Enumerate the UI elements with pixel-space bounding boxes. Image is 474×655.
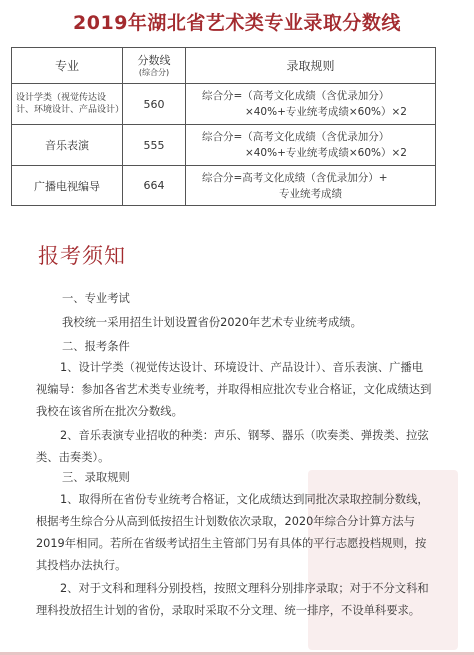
score-header-main: 分数线	[137, 53, 171, 67]
score-header-sub: (综合分)	[138, 67, 170, 77]
rule-cell	[186, 166, 436, 206]
major-cell: 音乐表演	[12, 125, 123, 166]
table-row	[12, 166, 436, 206]
rule-line: ×40%+专业统考成绩×60%）×2	[244, 147, 407, 159]
rule-line: 综合分=（高考文化成绩（含优录加分）	[202, 90, 390, 102]
major-cell: 设计学类（视觉传达设计、环境设计、产品设计）	[12, 84, 123, 125]
table-header-row	[12, 48, 436, 84]
rule-cell	[186, 84, 436, 125]
heading-exam: 一、专业考试	[62, 292, 130, 305]
table-row	[12, 84, 436, 125]
heading-rules: 三、录取规则	[62, 471, 130, 484]
score-cell: 664	[123, 166, 186, 206]
rule-line: 专业统考成绩	[279, 187, 342, 200]
score-cell: 560	[123, 84, 186, 125]
rule-cell	[186, 125, 436, 166]
rule-line: ×40%+专业统考成绩×60%）×2	[244, 106, 407, 118]
major-header: 专业	[12, 48, 123, 84]
rule-line: 综合分=高考文化成绩（含优录加分）+	[202, 171, 388, 184]
score-header	[123, 48, 186, 84]
paragraph-conditions-2: 2、音乐表演专业招收的种类：声乐、钢琴、器乐（吹奏类、弹拨类、拉弦类、击奏类）。	[36, 429, 429, 464]
rule-line: 综合分=（高考文化成绩（含优录加分）	[202, 131, 390, 143]
score-cell: 555	[123, 125, 186, 166]
rule-header: 录取规则	[186, 48, 436, 84]
paragraph-rules-2: 2、对于文科和理科分别投档，按照文理科分别排序录取；对于不分文科和理科投放招生计划的省份，录取时采取不分文理、统一排序，不设单科要求。	[36, 582, 429, 617]
table-row	[12, 125, 436, 166]
heading-conditions: 二、报考条件	[62, 340, 130, 353]
paragraph-rules-1: 1、取得所在省份专业统考合格证，文化成绩达到同批次录取控制分数线，根据考生综合分从高到低按招生计划数依次录取，2020年综合分计算方法与2019年相同。若所在省级考试招生主管部门另有具体的平行志愿投档规则，按其投档办法执行。	[36, 493, 429, 572]
major-cell: 广播电视编导	[12, 166, 123, 206]
admission-score-table	[11, 47, 436, 206]
page-title: 2019年湖北省艺术类专业录取分数线	[73, 12, 401, 34]
paragraph-exam: 我校统一采用招生计划设置省份2020年艺术专业统考成绩。	[62, 316, 362, 329]
paragraph-conditions-1: 1、设计学类（视觉传达设计、环境设计、产品设计）、音乐表演、广播电视编导：参加各省艺术类专业统考，并取得相应批次专业合格证，文化成绩达到我校在该省所在批次分数线。	[36, 361, 432, 418]
section-title: 报考须知	[38, 244, 126, 268]
